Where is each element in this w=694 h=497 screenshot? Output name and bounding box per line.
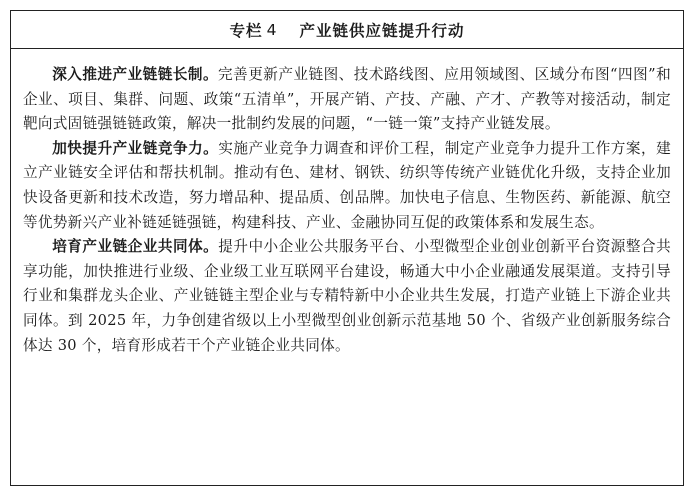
box-content <box>11 49 683 358</box>
paragraph-text: 提升中小企业公共服务平台、小型微型企业创业创新平台资源整合共享功能，加快推进行业级、企业级工业互联网平台建设，畅通大中小企业融通发展渠道。支持引导行业和集群龙头企业、产业链链主型企业与专精特新中小企业共生发展，打造产业链上下游企业共同体。到 2025 年，力争创建省级以上小型微型创业创新示范基地 50 个、省级产业创新服务综合体达 30 个，培育形成若干个产业链企业共同体。 <box>23 238 671 354</box>
column-box <box>10 10 684 486</box>
box-header <box>11 11 683 49</box>
paragraph-lead: 深入推进产业链链长制。 <box>52 66 219 83</box>
box-number: 4 <box>266 20 278 39</box>
paragraph-text: 完善更新产业链图、技术路线图、应用领域图、区域分布图“四图”和企业、项目、集群、问题、政策“五清单”，开展产销、产技、产融、产才、产教等对接活动，制定靶向式固链强链链政策，解决一批制约发展的问题，“一链一策”支持产业链发展。 <box>23 66 671 133</box>
paragraph-text: 实施产业竞争力调查和评价工程，制定产业竞争力提升工作方案，建立产业链安全评估和帮扶机制。推动有色、建材、钢铁、纺织等传统产业链优化升级，支持企业加快设备更新和技术改造，努力增品种、提品质、创品牌。加快电子信息、生物医药、新能源、航空等优势新兴产业补链延链强链，构建科技、产业、金融协同互促的政策体系和发展生态。 <box>23 139 671 231</box>
box-label: 专栏 <box>229 21 263 40</box>
paragraph-lead: 培育产业链企业共同体。 <box>52 238 219 256</box>
paragraph-enterprise-community <box>23 235 671 358</box>
box-title: 产业链供应链提升行动 <box>299 21 465 40</box>
paragraph-competitiveness <box>23 137 671 235</box>
paragraph-lead: 加快提升产业链竞争力。 <box>52 139 219 157</box>
paragraph-chain-leader <box>23 63 671 137</box>
